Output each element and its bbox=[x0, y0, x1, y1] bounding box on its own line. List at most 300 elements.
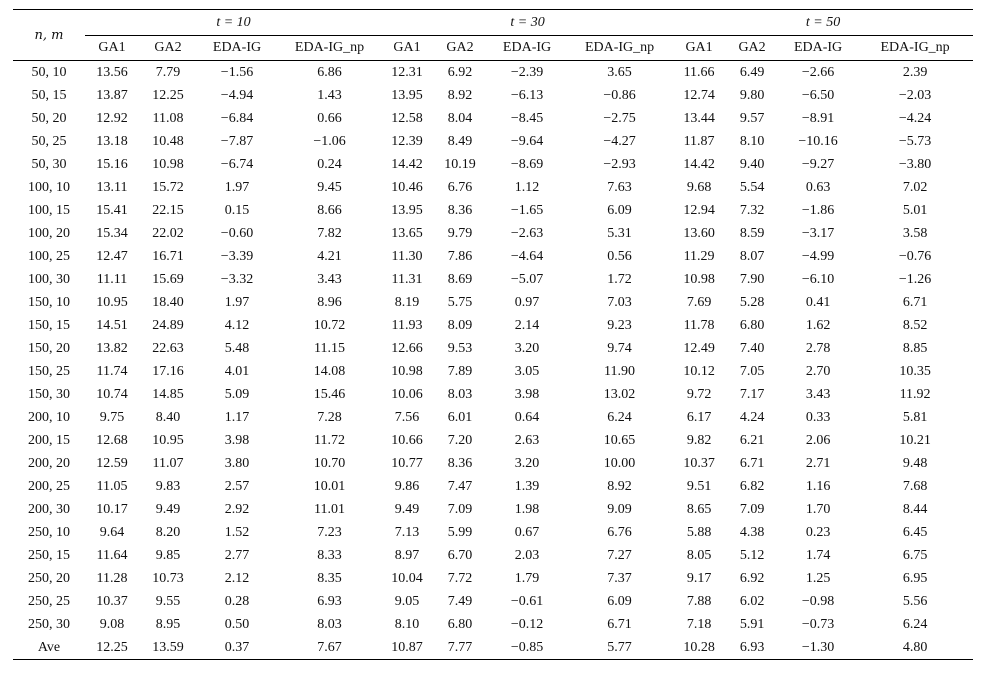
row-label: 200, 10 bbox=[28, 409, 70, 425]
table-cell: 12.39 bbox=[391, 133, 423, 149]
table-cell: −2.39 bbox=[488, 61, 566, 85]
row-label: 200, 20 bbox=[28, 455, 70, 471]
table-cell: 2.77 bbox=[224, 547, 250, 563]
table-cell: 1.79 bbox=[514, 570, 540, 586]
table-cell: 9.57 bbox=[739, 110, 765, 126]
table-cell: 8.07 bbox=[739, 248, 765, 264]
table-cell: 2.78 bbox=[805, 340, 831, 356]
table-cell: 10.01 bbox=[313, 478, 346, 494]
table-cell: −3.39 bbox=[220, 248, 254, 264]
table-cell: 0.67 bbox=[514, 524, 540, 540]
table-cell: −1.65 bbox=[510, 202, 544, 218]
table-cell: 5.81 bbox=[902, 409, 928, 425]
table-cell: 8.97 bbox=[394, 547, 420, 563]
table-cell: 0.33 bbox=[805, 409, 831, 425]
table-cell: 0.66 bbox=[317, 110, 342, 126]
row-label: 150, 15 bbox=[28, 317, 70, 333]
table-cell: −8.69 bbox=[510, 156, 544, 172]
table-cell: 13.95 bbox=[391, 87, 423, 103]
table-cell: 9.68 bbox=[686, 179, 712, 195]
table-cell: −2.03 bbox=[898, 87, 932, 103]
table-cell: 8.92 bbox=[447, 87, 473, 103]
table-cell: 14.42 bbox=[683, 156, 715, 172]
table-cell: 11.08 bbox=[152, 110, 184, 126]
table-row bbox=[13, 314, 973, 337]
table-cell: 5.31 bbox=[607, 225, 632, 241]
table-cell: 8.66 bbox=[317, 202, 342, 218]
table-cell: 10.95 bbox=[96, 294, 128, 310]
table-cell: 3.80 bbox=[224, 455, 250, 471]
table-cell: 0.23 bbox=[805, 524, 831, 540]
table-cell: 8.33 bbox=[317, 547, 342, 563]
table-cell: 7.82 bbox=[317, 225, 342, 241]
row-label: 250, 10 bbox=[28, 524, 70, 540]
table-cell: −1.86 bbox=[801, 202, 835, 218]
table-cell: 15.46 bbox=[313, 386, 346, 402]
table-cell: −0.86 bbox=[603, 87, 636, 103]
column-header: EDA-IG_np bbox=[294, 40, 365, 55]
table-cell: 11.92 bbox=[899, 386, 931, 402]
table-cell: 6.93 bbox=[317, 593, 342, 609]
table-cell: 6.09 bbox=[607, 593, 632, 609]
table-cell: 1.43 bbox=[317, 87, 342, 103]
table-cell: 11.29 bbox=[683, 248, 715, 264]
table-cell: 1.74 bbox=[805, 547, 831, 563]
table-cell: 9.64 bbox=[99, 524, 125, 540]
table-cell: 7.23 bbox=[317, 524, 342, 540]
table-cell: 6.24 bbox=[902, 616, 928, 632]
table-cell: 7.37 bbox=[607, 570, 632, 586]
table-cell: 9.83 bbox=[155, 478, 181, 494]
table-cell: 0.64 bbox=[514, 409, 540, 425]
row-label: 100, 30 bbox=[28, 271, 70, 287]
table-cell: 9.40 bbox=[739, 156, 765, 172]
table-cell: 7.27 bbox=[607, 547, 632, 563]
table-cell: 11.30 bbox=[391, 248, 423, 264]
table-cell: 11.93 bbox=[391, 317, 423, 333]
table-cell: 6.02 bbox=[739, 593, 765, 609]
table-cell: 4.38 bbox=[739, 524, 765, 540]
table-cell: 7.32 bbox=[739, 202, 765, 218]
table-row bbox=[13, 107, 973, 130]
table-cell: 3.20 bbox=[514, 340, 540, 356]
table-cell: −6.10 bbox=[801, 271, 835, 287]
table-cell: 7.56 bbox=[394, 409, 420, 425]
table-cell: −0.73 bbox=[801, 616, 835, 632]
table-row bbox=[13, 452, 973, 475]
table-cell: 12.68 bbox=[96, 432, 128, 448]
table-cell: 9.55 bbox=[155, 593, 181, 609]
table-cell: 7.86 bbox=[447, 248, 473, 264]
table-cell: 0.28 bbox=[224, 593, 250, 609]
table-cell: −2.75 bbox=[603, 110, 636, 126]
table-cell: 8.52 bbox=[902, 317, 928, 333]
table-cell: 3.98 bbox=[514, 386, 540, 402]
table-cell: 14.42 bbox=[391, 156, 423, 172]
table-cell: −4.99 bbox=[801, 248, 835, 264]
table-cell: 12.31 bbox=[382, 61, 432, 85]
table-cell: 5.91 bbox=[739, 616, 765, 632]
table-cell: 6.24 bbox=[607, 409, 632, 425]
table-cell: 10.95 bbox=[152, 432, 184, 448]
table-cell: 1.39 bbox=[514, 478, 540, 494]
table-cell: 14.85 bbox=[152, 386, 184, 402]
row-label: 100, 10 bbox=[28, 179, 70, 195]
table-cell: 7.67 bbox=[277, 636, 382, 660]
table-cell: 10.21 bbox=[899, 432, 931, 448]
table-cell: 11.11 bbox=[96, 271, 128, 287]
group-header-t10: t = 10 bbox=[85, 10, 382, 36]
table-cell: 5.12 bbox=[739, 547, 765, 563]
table-cell: 5.75 bbox=[447, 294, 473, 310]
table-cell: 4.80 bbox=[857, 636, 973, 660]
table-cell: 9.75 bbox=[99, 409, 125, 425]
table-cell: 7.28 bbox=[317, 409, 342, 425]
table-cell: 8.95 bbox=[155, 616, 181, 632]
row-label: 150, 20 bbox=[28, 340, 70, 356]
table-cell: 4.21 bbox=[317, 248, 342, 264]
table-cell: 12.58 bbox=[391, 110, 423, 126]
group-header-t50: t = 50 bbox=[673, 10, 973, 36]
table-cell: 8.65 bbox=[686, 501, 712, 517]
table-cell: 9.51 bbox=[686, 478, 712, 494]
table-cell: 5.99 bbox=[447, 524, 473, 540]
table-cell: −0.85 bbox=[488, 636, 566, 660]
table-cell: 7.05 bbox=[739, 363, 765, 379]
table-cell: 17.16 bbox=[152, 363, 184, 379]
table-cell: 6.70 bbox=[447, 547, 473, 563]
table-row bbox=[13, 130, 973, 153]
table-cell: 7.89 bbox=[447, 363, 473, 379]
table-cell: 6.71 bbox=[607, 616, 632, 632]
table-cell: 11.78 bbox=[683, 317, 715, 333]
table-cell: 10.73 bbox=[152, 570, 184, 586]
table-cell: 7.79 bbox=[139, 61, 197, 85]
table-cell: 10.87 bbox=[382, 636, 432, 660]
table-cell: 2.03 bbox=[514, 547, 540, 563]
table-cell: 10.35 bbox=[899, 363, 931, 379]
table-cell: −1.56 bbox=[197, 61, 277, 85]
table-cell: 15.72 bbox=[152, 179, 184, 195]
table-cell: 8.05 bbox=[686, 547, 712, 563]
row-label: 50, 30 bbox=[31, 156, 67, 172]
table-cell: 8.40 bbox=[155, 409, 181, 425]
table-cell: 6.82 bbox=[739, 478, 765, 494]
table-cell: 5.77 bbox=[566, 636, 673, 660]
table-cell: 12.92 bbox=[96, 110, 128, 126]
table-cell: 1.12 bbox=[514, 179, 540, 195]
table-cell: 6.92 bbox=[739, 570, 765, 586]
table-cell: −1.26 bbox=[898, 271, 932, 287]
table-cell: −4.64 bbox=[510, 248, 544, 264]
table-cell: 11.66 bbox=[673, 61, 725, 85]
table-cell: 11.74 bbox=[96, 363, 128, 379]
table-cell: 10.98 bbox=[391, 363, 423, 379]
table-cell: 16.71 bbox=[152, 248, 184, 264]
table-cell: 9.49 bbox=[155, 501, 181, 517]
table-cell: −9.64 bbox=[510, 133, 544, 149]
table-row bbox=[13, 360, 973, 383]
table-cell: 7.90 bbox=[739, 271, 765, 287]
table-row bbox=[13, 567, 973, 590]
table-cell: 9.79 bbox=[447, 225, 473, 241]
table-cell: 0.37 bbox=[197, 636, 277, 660]
row-label: 200, 25 bbox=[28, 478, 70, 494]
table-row bbox=[13, 498, 973, 521]
table-cell: 2.57 bbox=[224, 478, 250, 494]
table-cell: 13.56 bbox=[85, 61, 139, 85]
table-cell: 11.28 bbox=[96, 570, 128, 586]
table-cell: 2.39 bbox=[857, 61, 973, 85]
table-cell: 7.02 bbox=[902, 179, 928, 195]
table-cell: 6.92 bbox=[432, 61, 488, 85]
table-cell: −5.07 bbox=[510, 271, 544, 287]
table-cell: 15.69 bbox=[152, 271, 184, 287]
table-cell: 10.98 bbox=[152, 156, 184, 172]
table-row bbox=[13, 544, 973, 567]
table-cell: 10.06 bbox=[391, 386, 423, 402]
table-cell: 8.85 bbox=[902, 340, 928, 356]
table-cell: 1.70 bbox=[805, 501, 831, 517]
table-cell: 9.17 bbox=[686, 570, 712, 586]
table-cell: 13.82 bbox=[96, 340, 128, 356]
table-cell: 10.70 bbox=[313, 455, 346, 471]
table-cell: 11.05 bbox=[96, 478, 128, 494]
table-cell: 3.43 bbox=[805, 386, 831, 402]
table-cell: 10.28 bbox=[673, 636, 725, 660]
table-cell: 10.04 bbox=[391, 570, 423, 586]
table-cell: 4.24 bbox=[739, 409, 765, 425]
table-cell: 2.12 bbox=[224, 570, 250, 586]
table-cell: 5.48 bbox=[224, 340, 250, 356]
results-table bbox=[13, 9, 973, 660]
row-label: 250, 15 bbox=[28, 547, 70, 563]
table-cell: 11.01 bbox=[314, 501, 345, 517]
column-header: GA1 bbox=[393, 40, 421, 55]
table-cell: 1.16 bbox=[805, 478, 831, 494]
table-row bbox=[13, 636, 973, 660]
table-cell: 10.72 bbox=[313, 317, 346, 333]
table-cell: 10.46 bbox=[391, 179, 423, 195]
table-cell: 5.56 bbox=[902, 593, 928, 609]
table-row bbox=[13, 222, 973, 245]
table-cell: 22.15 bbox=[152, 202, 184, 218]
table-cell: 12.47 bbox=[96, 248, 128, 264]
table-cell: 6.09 bbox=[607, 202, 632, 218]
row-label: 50, 15 bbox=[31, 87, 67, 103]
table-cell: 8.96 bbox=[317, 294, 342, 310]
table-cell: 6.17 bbox=[686, 409, 712, 425]
table-cell: 13.95 bbox=[391, 202, 423, 218]
table-cell: 8.36 bbox=[447, 202, 473, 218]
column-header: EDA-IG bbox=[502, 40, 552, 55]
table-row bbox=[13, 521, 973, 544]
table-cell: 2.70 bbox=[805, 363, 831, 379]
table-cell: −0.98 bbox=[801, 593, 835, 609]
table-row bbox=[13, 590, 973, 613]
table-cell: 7.47 bbox=[447, 478, 473, 494]
table-cell: 15.41 bbox=[96, 202, 128, 218]
table-cell: −6.84 bbox=[220, 110, 254, 126]
table-cell: 11.87 bbox=[683, 133, 715, 149]
table-cell: 9.74 bbox=[607, 340, 632, 356]
table-cell: 8.04 bbox=[447, 110, 473, 126]
row-label: 50, 10 bbox=[13, 61, 85, 85]
table-cell: 13.18 bbox=[96, 133, 128, 149]
table-cell: 3.98 bbox=[224, 432, 250, 448]
table-cell: 8.92 bbox=[607, 478, 632, 494]
table-cell: 5.54 bbox=[739, 179, 765, 195]
table-cell: 10.48 bbox=[152, 133, 184, 149]
table-cell: 2.06 bbox=[805, 432, 831, 448]
table-cell: 6.95 bbox=[902, 570, 928, 586]
table-cell: 6.71 bbox=[739, 455, 765, 471]
table-cell: 0.24 bbox=[317, 156, 342, 172]
table-cell: 13.02 bbox=[603, 386, 636, 402]
table-cell: 1.62 bbox=[805, 317, 831, 333]
row-label: 250, 30 bbox=[28, 616, 70, 632]
table-cell: 8.44 bbox=[902, 501, 928, 517]
table-cell: 12.66 bbox=[391, 340, 423, 356]
table-cell: −4.94 bbox=[220, 87, 254, 103]
table-cell: 9.82 bbox=[686, 432, 712, 448]
table-cell: 6.71 bbox=[902, 294, 928, 310]
table-cell: 13.59 bbox=[139, 636, 197, 660]
table-cell: −6.13 bbox=[510, 87, 544, 103]
table-cell: 8.59 bbox=[739, 225, 765, 241]
table-cell: 14.51 bbox=[96, 317, 128, 333]
table-cell: −2.63 bbox=[510, 225, 544, 241]
table-cell: 7.40 bbox=[739, 340, 765, 356]
table-cell: −0.61 bbox=[510, 593, 544, 609]
table-cell: 11.07 bbox=[152, 455, 184, 471]
table-cell: 14.08 bbox=[313, 363, 346, 379]
row-label: 50, 20 bbox=[31, 110, 67, 126]
table-cell: −0.60 bbox=[220, 225, 254, 241]
table-cell: 10.37 bbox=[683, 455, 715, 471]
table-cell: 12.49 bbox=[683, 340, 715, 356]
table-cell: 12.74 bbox=[683, 87, 715, 103]
column-header: EDA-IG_np bbox=[880, 40, 950, 55]
table-cell: −8.45 bbox=[510, 110, 544, 126]
table-cell: −3.17 bbox=[801, 225, 835, 241]
table-cell: 7.13 bbox=[394, 524, 420, 540]
table-cell: 6.01 bbox=[447, 409, 473, 425]
row-label-header: n, m bbox=[13, 10, 85, 61]
table-cell: −4.27 bbox=[603, 133, 636, 149]
table-row bbox=[13, 475, 973, 498]
table-cell: 0.63 bbox=[805, 179, 831, 195]
table-cell: 5.28 bbox=[739, 294, 765, 310]
table-cell: 7.09 bbox=[739, 501, 765, 517]
table-row bbox=[13, 337, 973, 360]
table-cell: 1.72 bbox=[607, 271, 632, 287]
table-cell: 7.17 bbox=[739, 386, 765, 402]
table-cell: 7.77 bbox=[432, 636, 488, 660]
column-header: GA2 bbox=[154, 40, 182, 55]
table-cell: 10.77 bbox=[391, 455, 423, 471]
table-cell: 13.11 bbox=[96, 179, 128, 195]
table-cell: 9.72 bbox=[686, 386, 712, 402]
table-cell: 1.17 bbox=[224, 409, 250, 425]
table-cell: 7.88 bbox=[686, 593, 712, 609]
table-cell: 6.80 bbox=[739, 317, 765, 333]
table-row bbox=[13, 61, 973, 85]
table-cell: 8.35 bbox=[317, 570, 342, 586]
table-cell: −7.87 bbox=[220, 133, 254, 149]
table-cell: −3.80 bbox=[898, 156, 932, 172]
table-cell: 9.48 bbox=[902, 455, 928, 471]
table-cell: 1.52 bbox=[224, 524, 250, 540]
table-cell: 13.65 bbox=[391, 225, 423, 241]
table-cell: 9.49 bbox=[394, 501, 420, 517]
table-cell: 22.63 bbox=[152, 340, 184, 356]
row-label: 150, 10 bbox=[28, 294, 70, 310]
table-cell: 6.80 bbox=[447, 616, 473, 632]
table-cell: 5.09 bbox=[224, 386, 250, 402]
table-cell: 6.21 bbox=[739, 432, 765, 448]
table-cell: −2.93 bbox=[603, 156, 636, 172]
table-cell: 7.18 bbox=[686, 616, 712, 632]
row-label: 50, 25 bbox=[31, 133, 67, 149]
table-row bbox=[13, 429, 973, 452]
table-cell: 8.49 bbox=[447, 133, 473, 149]
table-cell: 9.08 bbox=[99, 616, 125, 632]
row-label: Ave bbox=[13, 636, 85, 660]
table-cell: 8.10 bbox=[394, 616, 420, 632]
table-cell: −9.27 bbox=[801, 156, 835, 172]
table-cell: 0.15 bbox=[224, 202, 250, 218]
column-header: EDA-IG bbox=[793, 40, 843, 55]
table-cell: 10.65 bbox=[603, 432, 636, 448]
table-cell: 9.23 bbox=[607, 317, 632, 333]
table-cell: 9.80 bbox=[739, 87, 765, 103]
table-cell: 1.97 bbox=[224, 179, 250, 195]
table-cell: 9.45 bbox=[317, 179, 342, 195]
table-cell: 9.09 bbox=[607, 501, 632, 517]
table-cell: 1.98 bbox=[514, 501, 540, 517]
table-cell: 0.41 bbox=[805, 294, 831, 310]
table-cell: 10.12 bbox=[683, 363, 715, 379]
table-cell: −5.73 bbox=[898, 133, 932, 149]
table-cell: 9.05 bbox=[394, 593, 420, 609]
table-cell: 12.25 bbox=[152, 87, 184, 103]
row-label: 200, 30 bbox=[28, 501, 70, 517]
group-header-t30: t = 30 bbox=[382, 10, 673, 36]
table-cell: 10.17 bbox=[96, 501, 128, 517]
table-cell: 9.53 bbox=[447, 340, 473, 356]
table-cell: −4.24 bbox=[898, 110, 932, 126]
table-cell: −6.74 bbox=[220, 156, 254, 172]
table-cell: −0.12 bbox=[510, 616, 544, 632]
table-cell: 12.25 bbox=[85, 636, 139, 660]
table-cell: 9.86 bbox=[394, 478, 420, 494]
table-row bbox=[13, 268, 973, 291]
table-cell: 8.36 bbox=[447, 455, 473, 471]
table-cell: 8.09 bbox=[447, 317, 473, 333]
table-cell: 8.69 bbox=[447, 271, 473, 287]
column-header: GA1 bbox=[685, 40, 713, 55]
table-cell: −1.06 bbox=[313, 133, 346, 149]
table-cell: 10.74 bbox=[96, 386, 128, 402]
table-cell: 3.43 bbox=[317, 271, 342, 287]
table-cell: 10.37 bbox=[96, 593, 128, 609]
table-cell: 6.86 bbox=[277, 61, 382, 85]
table-cell: 0.50 bbox=[224, 616, 250, 632]
table-cell: 4.01 bbox=[224, 363, 250, 379]
row-label: 100, 15 bbox=[28, 202, 70, 218]
table-cell: 10.66 bbox=[391, 432, 423, 448]
